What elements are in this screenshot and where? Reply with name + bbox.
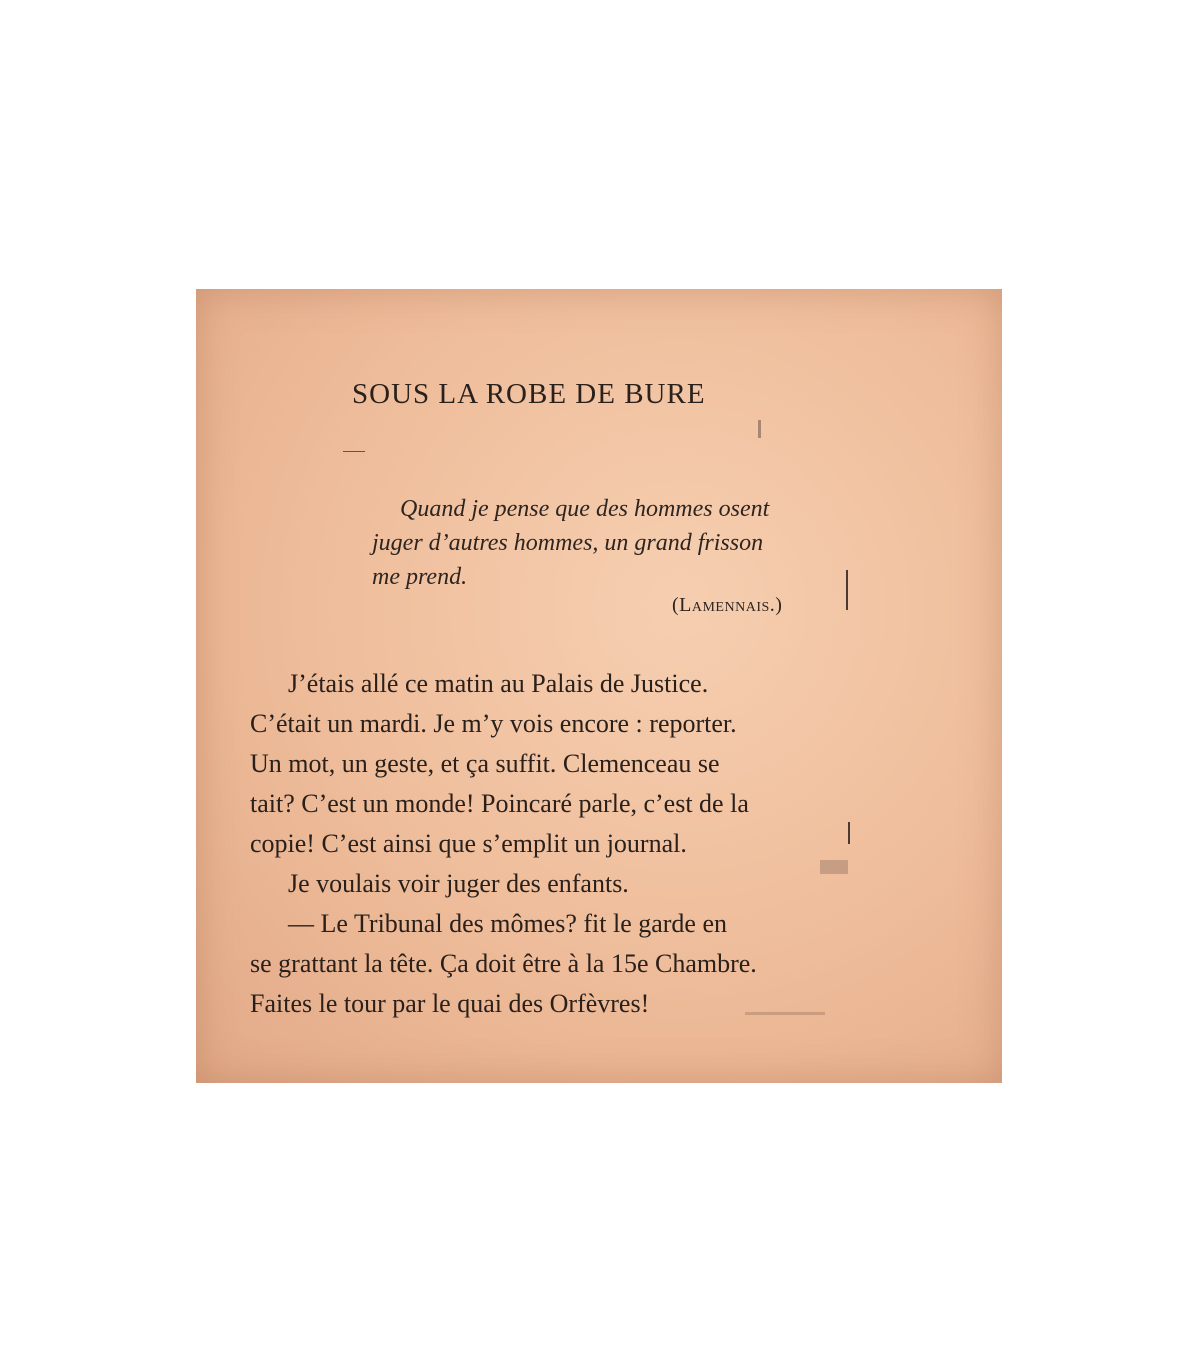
body-line: J’étais allé ce matin au Palais de Justice. [288, 669, 709, 698]
ornament-dash [343, 451, 365, 452]
body-line: — Le Tribunal des mômes? fit le garde en [288, 909, 728, 938]
body-line: Un mot, un geste, et ça suffit. Clemenceau se [250, 749, 720, 778]
paper-speck [820, 860, 848, 874]
paper-speck [758, 420, 761, 438]
epigraph-line: juger d’autres hommes, un grand frisson [372, 530, 764, 556]
margin-mark [846, 570, 848, 610]
epigraph [372, 492, 852, 594]
body-line: copie! C’est ainsi que s’emplit un journal. [250, 829, 687, 858]
body-text [250, 664, 870, 1024]
epigraph-attribution: (Lamennais.) [672, 594, 783, 616]
body-line: C’était un mardi. Je m’y vois encore : reporter. [250, 709, 737, 738]
body-line: Je voulais voir juger des enfants. [288, 869, 629, 898]
body-line: Faites le tour par le quai des Orfèvres! [250, 989, 650, 1018]
epigraph-line: me prend. [372, 564, 468, 590]
chapter-title: SOUS LA ROBE DE BURE [352, 378, 706, 410]
body-line: tait? C’est un monde! Poincaré parle, c’est de la [250, 789, 749, 818]
epigraph-line: Quand je pense que des hommes osent [400, 496, 770, 522]
body-line: se grattant la tête. Ça doit être à la 15e Chambre. [250, 949, 757, 978]
paper-speck [745, 1012, 825, 1015]
